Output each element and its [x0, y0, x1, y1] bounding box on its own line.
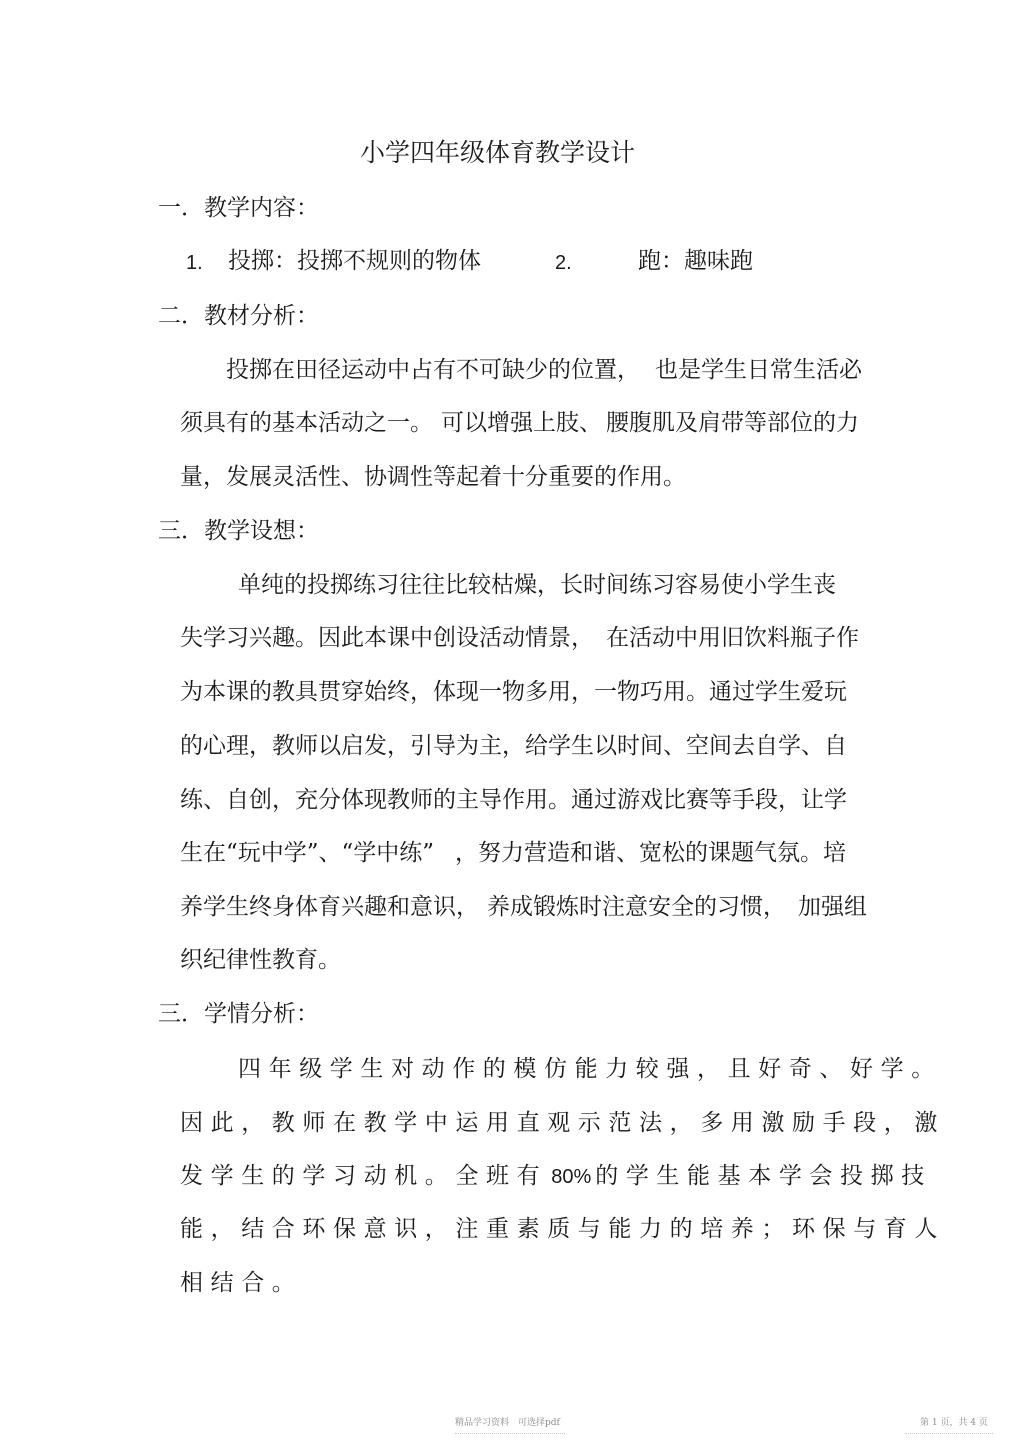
- paragraph-line: 加强组: [798, 894, 867, 920]
- paragraph-line: 生在“玩中学”、“学中练”: [180, 840, 435, 866]
- item-1-number: 1.: [186, 252, 203, 274]
- section-heading-teaching-content: 一．教学内容：: [158, 195, 319, 221]
- paragraph-segment: 发学生的学习动机。全班有: [180, 1163, 548, 1189]
- paragraph-line: 养学生终身体育兴趣和意识，: [180, 894, 479, 920]
- footer-right-dotted-rule: [905, 1433, 993, 1434]
- paragraph-line: 织纪律性教育。: [180, 947, 341, 973]
- paragraph-line: ，努力营造和谐、宽松的课题气氛。培: [455, 840, 846, 866]
- paragraph-line: 投掷在田径运动中占有不可缺少的位置，: [226, 357, 640, 383]
- item-2-text: 跑：趣味跑: [638, 248, 753, 274]
- paragraph-line: [180, 1161, 932, 1192]
- paragraph-line: 的心理，教师以启发，引导为主，给学生以时间、空间去自学、自: [180, 733, 847, 759]
- paragraph-line: 也是学生日常生活必: [655, 357, 862, 383]
- footer-left-dotted-rule: [455, 1433, 565, 1434]
- paragraph-line: 单纯的投掷练习往往比较枯燥，长时间练习容易使小学生丧: [238, 572, 836, 598]
- paragraph-line: 为本课的教具贯穿始终，体现一物多用，一物巧用。通过学生爱玩: [180, 679, 847, 705]
- paragraph-line: 相结合。: [180, 1270, 303, 1296]
- paragraph-line: 因此，教师在教学中运用直观示范法，多用激励手段，激: [180, 1110, 945, 1136]
- footer-left: 精品学习资料 可选择pdf: [455, 1418, 560, 1428]
- section-heading-material-analysis: 二．教材分析：: [158, 303, 319, 329]
- paragraph-line: 可以增强上肢、: [441, 410, 602, 436]
- paragraph-line: 腰腹肌及肩带等部位的力: [606, 410, 859, 436]
- paragraph-segment: 的学生能基本学会投掷技: [595, 1163, 932, 1189]
- paragraph-line: 练、自创，充分体现教师的主导作用。通过游戏比赛等手段，让学: [180, 787, 847, 813]
- paragraph-line: 能，结合环保意识，注重素质与能力的培养；环保与育人: [180, 1216, 945, 1242]
- paragraph-line: 失学习兴趣。因此本课中创设活动情景，: [180, 625, 594, 651]
- footer-page-number: 第 1 页，共 4 页: [920, 1418, 988, 1428]
- paragraph-line: 须具有的基本活动之一。: [180, 410, 433, 436]
- item-2-number: 2.: [555, 252, 572, 274]
- section-heading-learner-analysis: 三．学情分析：: [158, 1001, 319, 1027]
- item-1-text: 投掷：投掷不规则的物体: [228, 248, 481, 274]
- percentage-value: 80%: [551, 1166, 592, 1188]
- paragraph-line: 养成锻炼时注意安全的习惯，: [487, 894, 786, 920]
- section-heading-teaching-idea: 三．教学设想：: [158, 518, 319, 544]
- document-title: 小学四年级体育教学设计: [360, 138, 636, 167]
- paragraph-line: 在活动中用旧饮料瓶子作: [606, 625, 859, 651]
- paragraph-line: 四年级学生对动作的模仿能力较强，且好奇、好学。: [238, 1056, 942, 1082]
- paragraph-line: 量，发展灵活性、协调性等起着十分重要的作用。: [180, 464, 686, 490]
